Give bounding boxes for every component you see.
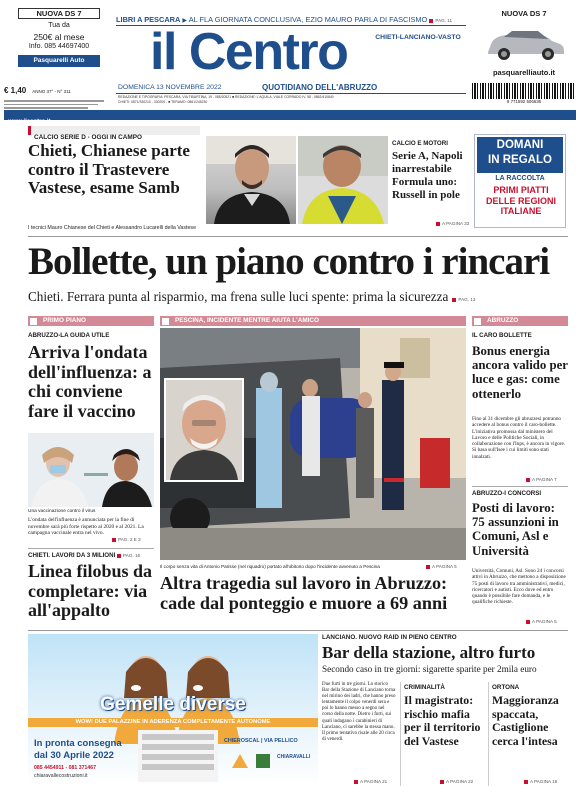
- left-kicker: ABRUZZO-LA GUIDA UTILE: [28, 332, 110, 339]
- edition: CHIETI-LANCIANO-VASTO: [375, 34, 461, 41]
- ad-delivery2: dal 30 Aprile 2022: [34, 750, 114, 761]
- right-tag-square: [474, 318, 481, 325]
- bottom-news: [322, 634, 568, 786]
- bottom-col2-rule: [400, 682, 401, 786]
- left-headline[interactable]: Arriva l'ondata dell'influenza: a chi conviene fare il vaccino: [28, 342, 152, 421]
- lead-subhead[interactable]: Chieti. Ferrara punta al risparmio, ma frena sulle luci spente: prima la sicurezza: [28, 289, 449, 304]
- accident-headline[interactable]: Altra tragedia sul lavoro in Abruzzo: cade dal ponteggio e muore a 69 anni: [160, 573, 448, 613]
- play-icon: ▶: [182, 18, 188, 24]
- ad-subtitle: WOW! DUE PALAZZINE IN ADERENZA COMPLETAMENTE AUTONOME: [28, 718, 318, 727]
- sport-headline[interactable]: Chieti, Chianese parte contro il Trastevere Vastese, esame Samb: [28, 141, 190, 197]
- sport-side-headline[interactable]: Serie A, Napoli inarrestabile Formula uno: Russell in pole: [392, 150, 463, 201]
- issue-number: ANNO 37° - N° 311: [32, 89, 71, 94]
- left-divider: [28, 548, 154, 549]
- left-tag: PRIMO PIANO: [43, 317, 86, 324]
- left-ad-badge: NUOVA DS 7: [18, 8, 100, 19]
- bottom-subhead: Secondo caso in tre giorni: sigarette sparite per 2mila euro: [322, 664, 537, 674]
- right-ad[interactable]: [472, 4, 576, 80]
- right-tag-bar: [472, 316, 568, 326]
- lead-headline[interactable]: Bollette, un piano contro i rincari: [28, 240, 550, 283]
- promo-line4: PRIMI PIATTI DELLE REGIONI ITALIANE: [485, 185, 556, 216]
- left-ad-line1: Tua da: [48, 22, 70, 29]
- center-column: [160, 316, 466, 628]
- ad-site: chiaravallecostruzioni.it: [34, 773, 88, 779]
- lead-page: PAG. 13: [452, 297, 475, 302]
- right-kicker: IL CARO BOLLETTE: [472, 332, 532, 339]
- center-tag-bar: [160, 316, 466, 326]
- right-page: A PAGINA 7: [526, 477, 568, 482]
- website-bar[interactable]: [4, 110, 576, 125]
- promo-line3: LA RACCOLTA: [495, 175, 545, 182]
- price: € 1,40: [4, 86, 27, 95]
- ad-logo-square-icon: [256, 754, 270, 768]
- right-column: [472, 316, 568, 628]
- sport-side-tag: CALCIO E MOTORI: [392, 140, 448, 147]
- redazione-line2: CHIETI: 0871/330210 - 330200 - ■ TERAMO: 0861/245230: [118, 100, 208, 104]
- center-tag-square: [162, 318, 169, 325]
- bottom-headline3[interactable]: Maggioranza spaccata, Castiglione cerca l'intesa: [492, 693, 559, 748]
- bottom-tag2: CRIMINALITÀ: [404, 684, 445, 691]
- promo-line2: IN REGALO: [488, 154, 552, 166]
- masthead-rule: [116, 93, 466, 94]
- left-kicker2-page: PAG. 16: [117, 553, 140, 558]
- date: DOMENICA 13 NOVEMBRE 2022: [118, 84, 222, 91]
- accident-photo: [160, 328, 466, 560]
- left-tag-bar: [28, 316, 154, 326]
- right-ad-site: pasquarelliauto.it: [492, 68, 556, 77]
- left-column: [28, 316, 154, 628]
- bottom-headline2[interactable]: Il magistrato: rischio mafia per il territorio del Vastese: [404, 693, 481, 748]
- divider-bottom: [28, 630, 568, 631]
- top-teaser-page: PAG. 11: [429, 18, 452, 23]
- left-headline2[interactable]: Linea filobus da completare: via all'appalto: [28, 561, 153, 620]
- ad-logos: [232, 754, 312, 780]
- bottom-ad[interactable]: [28, 634, 318, 786]
- sport-tag-bar: [28, 126, 200, 141]
- left-ad-line3: Info. 085 44697400: [28, 43, 90, 50]
- barcode-number: 9 771592 506636: [506, 99, 542, 104]
- bottom-col3-rule: [488, 682, 489, 786]
- left-tag-square: [30, 318, 37, 325]
- ad-logo-triangle-icon: [232, 754, 248, 768]
- ad-phone: 085 4454911 - 081 371467: [34, 765, 97, 771]
- right-divider: [472, 486, 568, 487]
- redazione-line1: REDAZIONE E TIPOGRAFIA: PESCARA, VIA TIBURTINA, 19 - 085/20521 ■ REDAZIONE: L'AQUILA, VIALE CORRADO IV, 58 - 0862/410840: [118, 95, 334, 99]
- barcode: [472, 83, 576, 105]
- left-kicker2-row: [28, 552, 154, 559]
- vaccine-caption: Una vaccinazione contro il virus: [28, 509, 96, 514]
- accident-caption: Il corpo senza vita di Antonio Parisse (nel riquadro) portato all'obitorio dopo l'incidente avvenuto a Pescina: [160, 564, 380, 569]
- promo-box[interactable]: [474, 134, 566, 228]
- right-headline2[interactable]: Posti di lavoro: 75 assunzioni in Comuni, Asl e Università: [472, 501, 559, 558]
- promo-line1: DOMANI: [496, 139, 544, 151]
- right-kicker2: ABRUZZO-I CONCORSI: [472, 490, 542, 497]
- vaccine-photo: [28, 433, 154, 507]
- masthead-subtitle: QUOTIDIANO DELL'ABRUZZO: [262, 83, 378, 92]
- price-fineprint: [4, 100, 124, 109]
- bottom-page: A PAGINA 21: [354, 779, 398, 784]
- center-tag: PESCINA, INCIDENTE MENTRE AIUTA L'AMICO: [175, 317, 320, 324]
- bottom-headline[interactable]: Bar della stazione, altro furto: [322, 643, 536, 662]
- left-kicker2: CHIETI. LAVORI DA 3 MILIONI: [28, 552, 116, 559]
- coach-photo-chieti: [206, 136, 296, 224]
- top-teaser-label: LIBRI A PESCARA: [116, 15, 181, 24]
- sport-tag: CALCIO SERIE D - OGGI IN CAMPO: [34, 134, 142, 141]
- left-body: L'ondata dell'influenza è annunciata per la fine di novembre sarà più forte rispetto al 2020 e al 2021. La campagna vaccinale entra nel vivo.: [28, 517, 144, 537]
- left-ad-brand: Pasquarelli Auto: [18, 55, 100, 67]
- sport-section: [28, 126, 568, 234]
- top-teaser-text: AL FLA GIORNATA CONCLUSIVA, EZIO MAURO PARLA DI FASCISMO: [188, 15, 428, 24]
- bottom-body: Due furti in tre giorni. Lo storico Bar della Stazione di Lanciano torna nel mirino dei ladri, che hanno preso lentamente il colpo venerdì sera e poi lo hanno messo a segno nel corso della notte. Dietro i furti, sui quali indagano i carabinieri di Lanciano, ci sarebbe la stessa mano. Il primo tentativo risale alle 20 circa di venerdì.: [322, 682, 396, 742]
- masthead-logo[interactable]: il Centro: [150, 23, 348, 81]
- price-block: [4, 80, 124, 104]
- left-page: PAG. 2 E 3: [112, 537, 154, 542]
- right-body: Fino al 31 dicembre gli abruzzesi potranno accedere al bonus contro il caro-bollette. L'iniziativa promossa dal ministero del Lavoro e delle Politiche Sociali, in collaborazione con l'Inps, è ancora in vigore. Si basa sull'Isee i cui limiti sono stati innalzati.: [472, 416, 566, 460]
- ad-title: Gemelle diverse: [100, 694, 246, 715]
- coach-photo-vastese: [298, 136, 388, 224]
- bottom-tag3: ORTONA: [492, 684, 520, 691]
- bottom-page2: A PAGINA 22: [440, 779, 484, 784]
- ad-delivery1: In pronta consegna: [34, 738, 122, 749]
- left-ad-line2: 250€ al mese: [33, 32, 85, 42]
- lead-subhead-row: [28, 288, 568, 306]
- sport-side-page: A PAGINA 33: [436, 221, 496, 226]
- divider-lead: [28, 236, 568, 237]
- accident-page: A PAGINA 5: [426, 564, 466, 569]
- victim-inset-photo: [164, 378, 244, 482]
- bottom-page3: A PAGINA 19: [524, 779, 568, 784]
- website-link[interactable]: www.ilcentro.it: [8, 119, 51, 125]
- right-page2: A PAGINA 5: [526, 619, 568, 624]
- car-image: [482, 24, 566, 62]
- left-ad[interactable]: [4, 4, 114, 76]
- ad-location: CHIEROSCAL | VIA PELLICO: [224, 738, 298, 744]
- sport-caption: I tecnici Mauro Chianese del Chieti e Alessandro Lucarelli della Vastese: [28, 225, 197, 231]
- right-headline[interactable]: Bonus energia ancora valido per luce e gas: come ottenerlo: [472, 344, 568, 401]
- masthead: [0, 0, 580, 112]
- right-ad-badge: NUOVA DS 7: [501, 9, 547, 18]
- right-tag: ABRUZZO: [487, 317, 519, 324]
- right-body2: Università, Comuni, Asl. Sono 24 i concorsi attivi in Abruzzo, che mettono a disposizione 75 posti di lavoro tra amministrativi, medici, ricercatori e autisti. Ecco dove ed entro quando è possibile fare domanda, e le qualifiche richieste.: [472, 568, 566, 606]
- bottom-kicker: LANCIANO. NUOVO RAID IN PIENO CENTRO: [322, 634, 457, 641]
- ad-brand: CHIARAVALLI: [277, 754, 311, 760]
